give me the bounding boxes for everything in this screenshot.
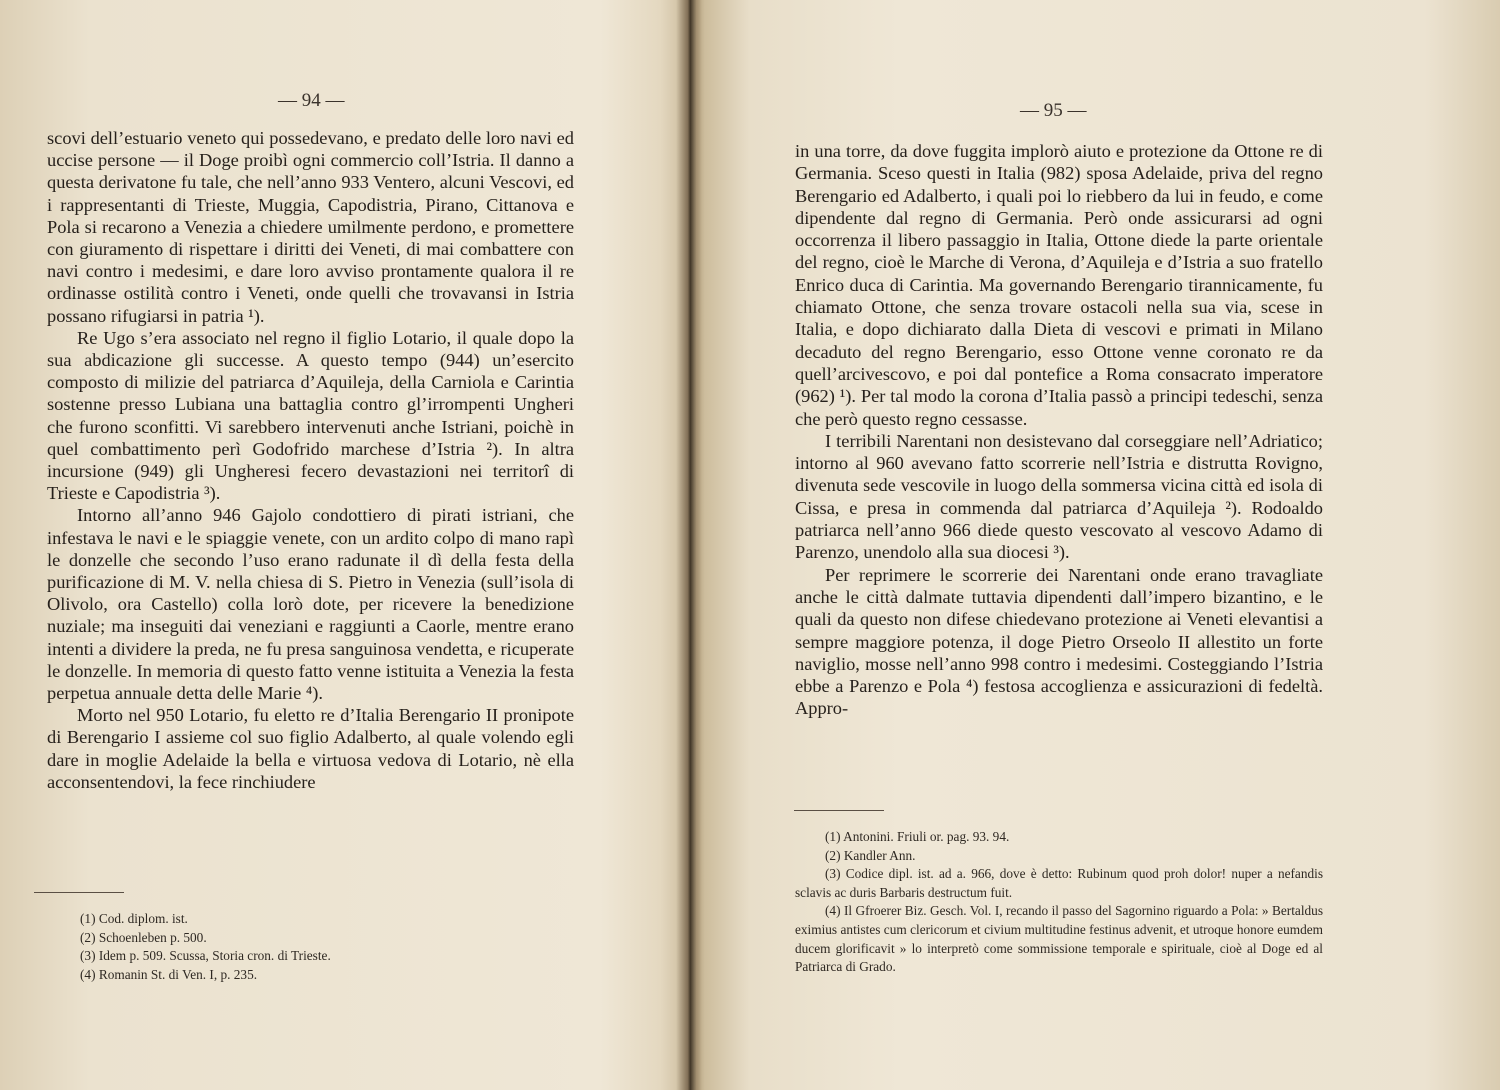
left-footnote-2: (2) Schoenleben p. 500. — [80, 929, 207, 945]
right-paragraph-1: in una torre, da dove fuggita implorò aiuto e protezione da Ottone re di Germania. Sceso questi in Italia (982) sposa Adelaide, priva del regno Berengario ed Adalberto, i quali poi lo riebbero da lui in feudo, e come dipendente dal regno di Germania. Però onde assicurarsi ad ogni occorrenza il libero passaggio in Italia, Ottone diede la parte orientale del regno, cioè le Marche di Verona, d’Aquileja e d’Istria a suo fratello Enrico duca di Carintia. Ma governando Berengario tirannicamente, fu chiamato Ottone, che senza trovare ostacoli nella sua via, scese in Italia, e dopo dichiarato dalla Dieta di vescovi e primati in Milano decaduto del regno Berengario, esso Ottone venne coronato re da quell’arcivescovo, e poi dal pontefice a Roma consacrato imperatore (962) ¹). Per tal modo la corona d’Italia passò a principi tedeschi, senza che però questo regno cessasse. — [795, 141, 1323, 429]
left-footnote-rule — [34, 892, 124, 893]
left-paragraph-2: Re Ugo s’era associato nel regno il figlio Lotario, il quale dopo la sua abdicazione gli successe. A questo tempo (944) un’esercito composto di milizie del patriarca d’Aquileja, della Carniola e Carintia sostenne presso Lubiana una battaglia contro gl’irrompenti Ungheri che furono sconfitti. Vi sarebbero intervenuti anche Istriani, poichè in quel combattimento perì Godofrido marchese d’Istria ²). In altra incursione (949) gli Ungheresi fecero devastazioni nei territorî di Trieste e Capodistria ³). — [47, 327, 574, 504]
left-paragraph-1: scovi dell’estuario veneto qui possedevano, e predato delle loro navi ed uccise persone — il Doge proibì ogni commercio coll’Istria. Il danno a questa derivatone fu tale, che nell’anno 933 Ventero, alcuni Vescovi, ed i rappresentanti di Trieste, Muggia, Capodistria, Pirano, Cittanova e Pola si recarono a Venezia a chiedere umilmente perdono, e promettere con giuramento di rispettare i diritti dei Veneti, di mai combattere con navi contro i medesimi, e dare loro avviso prontamente qualora il re ordinasse ostilità contro i Veneti, onde quelli che trovavansi in Istria possano rifugiarsi in patria ¹). — [47, 128, 574, 326]
right-paragraph-2: I terribili Narentani non desistevano dal corseggiare nell’Adriatico; intorno al 960 avevano fatto scorrerie nell’Istria e distrutta Rovigno, divenuta sede vescovile in luogo della sommersa vicina città ed isola di Cissa, e presa in commenda dal patriarca d’Aquileja ²). Rodoaldo patriarca nell’anno 966 diede questo vescovato al vescovo Adamo di Parenzo, unendolo alla sua diocesi ³). — [795, 430, 1323, 563]
right-footnote-1: (1) Antonini. Friuli or. pag. 93. 94. — [825, 829, 1010, 844]
right-page — [690, 0, 1500, 1090]
right-footnote-4: (4) Il Gfroerer Biz. Gesch. Vol. I, recando il passo del Sagornino riguardo a Pola: » Bertaldus eximius antistes cum clericorum et civium multitudine festinus advenit, et utroque honore eumdem ducem glorificavit » lo interpretò come sommissione temporale e spirituale, cioè al Doge ed al Patriarca di Grado. — [795, 903, 1323, 975]
left-page — [0, 0, 690, 1090]
left-body-text — [47, 127, 574, 793]
page-number-right: — 95 — — [1020, 100, 1087, 121]
left-footnote-1: (1) Cod. diplom. ist. — [80, 911, 188, 926]
left-paragraph-4: Morto nel 950 Lotario, fu eletto re d’Italia Berengario II pronipote di Berengario I assieme col suo figlio Adalberto, al quale volendo egli dare in moglie Adelaide la bella e virtuosa vedova di Lotario, nè ella acconsentendovi, la fece rinchiudere — [47, 705, 574, 792]
right-footnote-rule — [794, 810, 884, 811]
right-paragraph-3: Per reprimere le scorrerie dei Narentani onde erano travagliate anche le città dalmate tuttavia dipendenti dall’impero bizantino, e le quali da questo non difese chiedevano protezione ai Veneti elevantisi a sempre maggiore potenza, il doge Pietro Orseolo II allestito un forte naviglio, mosse nell’anno 998 contro i medesimi. Costeggiando l’Istria ebbe a Parenzo e Pola ⁴) festosa accoglienza e assicurazioni di fedeltà. Appro- — [795, 564, 1323, 719]
left-footnotes — [80, 910, 500, 984]
right-footnote-3: (3) Codice dipl. ist. ad a. 966, dove è detto: Rubinum quod proh dolor! nuper a nefandis sclavis ac duris Barbaris destructum fuit. — [795, 866, 1323, 900]
left-paragraph-3: Intorno all’anno 946 Gajolo condottiero di pirati istriani, che infestava le navi e le spiaggie venete, con un ardito colpo di mano rapì le donzelle che secondo l’uso erano radunate il dì della festa della purificazione di M. V. nella chiesa di S. Pietro in Venezia (sull’isola di Olivolo, ora Castello) colla lorò dote, per ricevere la benedizione nuziale; ma inseguiti dai veneziani e raggiunti a Caorle, mentre erano intenti a dividere la preda, ne fu presa sanguinosa vendetta, e ricuperate le donzelle. In memoria di questo fatto venne istituita a Venezia la festa perpetua annuale detta delle Marie ⁴). — [47, 505, 574, 704]
page-number-left: — 94 — — [278, 90, 345, 111]
left-footnote-4: (4) Romanin St. di Ven. I, p. 235. — [80, 966, 258, 982]
right-footnotes — [795, 828, 1323, 977]
left-footnote-3: (3) Idem p. 509. Scussa, Storia cron. di Trieste. — [80, 948, 331, 964]
right-body-text — [795, 140, 1323, 720]
right-footnote-2: (2) Kandler Ann. — [825, 847, 916, 863]
